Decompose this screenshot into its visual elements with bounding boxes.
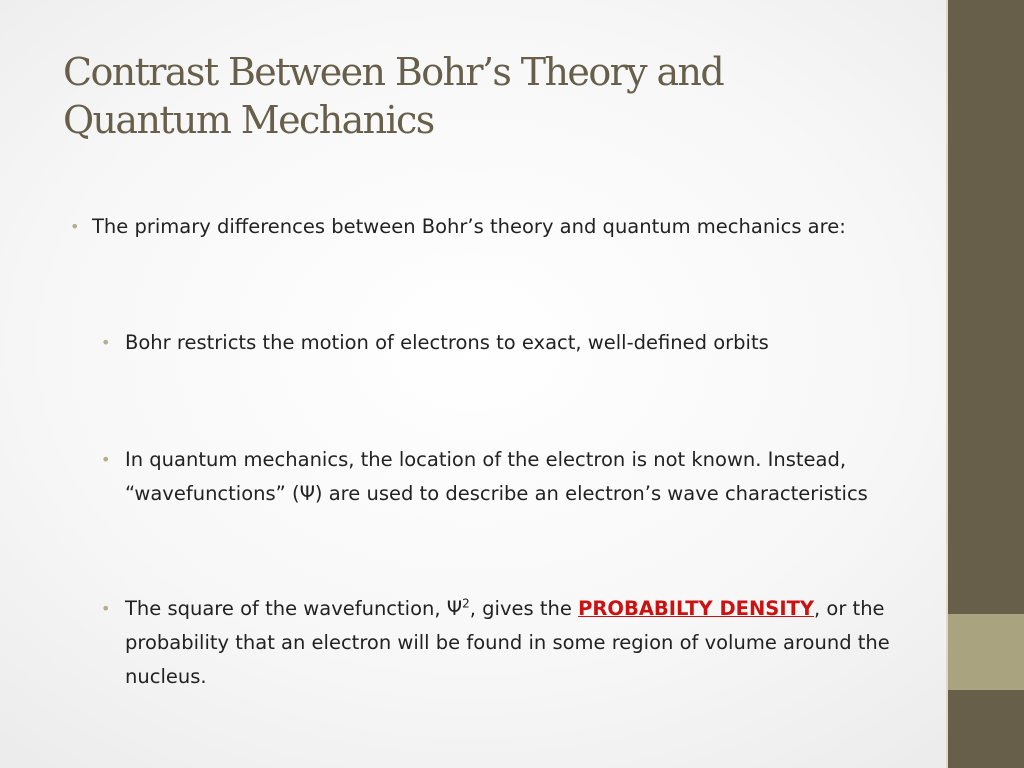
psi-square-text: The square of the wavefunction, Ψ [125,597,463,620]
sub-bullet-wavefunctions [101,443,905,511]
bullet-icon: • [101,599,111,618]
sidebar-accent-block [948,614,1024,690]
title-line-2: Quantum Mechanics [63,98,434,142]
bullet-icon: • [70,217,80,236]
sub-bullet-text: Bohr restricts the motion of electrons to exact, well-defined orbits [125,331,769,354]
probability-density-term: PROBABILTY DENSITY [578,597,814,620]
title-line-1: Contrast Between Bohr’s Theory and [63,50,724,94]
sub-bullet-probability-density [101,592,915,694]
sub-bullet-text: In quantum mechanics, the location of the electron is not known. Instead, “wavefunctions” (Ψ) are used to describe an electron’s wave characteristics [125,448,868,505]
gives-the-text: , gives the [469,597,579,620]
superscript-two: 2 [462,596,470,611]
sub-bullet-bohr-orbits [101,326,915,360]
intro-bullet [70,210,872,244]
intro-text: The primary differences between Bohr’s theory and quantum mechanics are: [92,215,846,238]
bullet-icon: • [101,450,111,469]
bullet-icon: • [101,333,111,352]
probability-definition-text: , or the probability that an electron will be found in some region of volume around the nucleus. [125,597,890,688]
